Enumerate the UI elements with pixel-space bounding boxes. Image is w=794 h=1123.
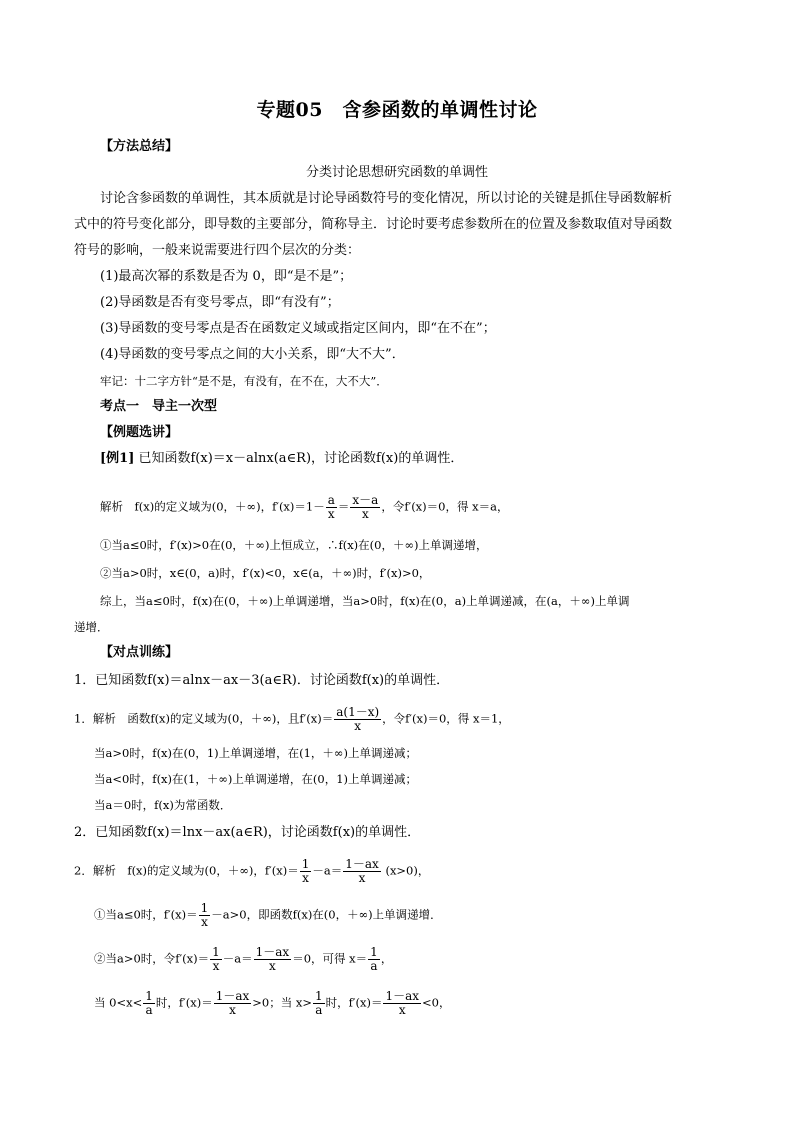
fraction-1-minus-ax-over-x xyxy=(214,990,252,1017)
method-heading: 【方法总结】 xyxy=(100,139,179,154)
example-1-problem-text: 已知函数f(x)＝x－alnx(a∈R)，讨论函数f(x)的单调性． xyxy=(138,451,464,466)
problem-2-c3-c: >0；当 x> xyxy=(252,995,312,1010)
fraction-denominator: x xyxy=(229,1003,236,1017)
level-1: (1)最高次幂的系数是否为 0，即“是不是”； xyxy=(100,269,353,284)
examples-heading: 【例题选讲】 xyxy=(100,425,179,440)
example-1-summary-2: 递增． xyxy=(74,620,109,634)
fraction-denominator: a xyxy=(145,1003,153,1017)
fraction-denominator: x xyxy=(354,719,362,733)
fraction-1-minus-ax-over-x xyxy=(254,946,292,973)
kaodian-1: 考点一 导主一次型 xyxy=(100,399,218,414)
fraction-denominator: x xyxy=(327,507,335,521)
page-title: 专题05 含参函数的单调性讨论 xyxy=(256,99,538,121)
problem-1: 1．已知函数f(x)＝alnx－ax－3(a∈R)．讨论函数f(x)的单调性． xyxy=(74,673,450,688)
problem-2-c3-a: 当 0<x< xyxy=(94,995,143,1010)
fraction-numerator: 1 xyxy=(370,945,378,959)
example-1-sol-prefix: 解析 f(x)的定义域为(0，＋∞)，f′(x)＝1－ xyxy=(100,499,325,514)
example-1-problem xyxy=(100,450,463,468)
problem-1-case-1: 当a>0时，f(x)在(0，1)上单调递增，在(1，＋∞)上单调递减； xyxy=(94,746,417,760)
fraction-numerator: 1 xyxy=(145,989,153,1003)
fraction-numerator: a xyxy=(327,493,335,507)
fraction-1-minus-ax-over-x xyxy=(383,990,421,1017)
fraction-1-over-x xyxy=(300,858,312,885)
fraction-numerator: 1－ax xyxy=(255,945,290,959)
fraction-denominator: x xyxy=(398,1003,406,1017)
example-1-solution-line: 解析 f(x)的定义域为(0，＋∞)，f′(x)＝1－ $\frac{a}{x}$ ＝ $\frac{x-a}{x}$ ，令f′(x)＝0，得 x＝a， xyxy=(100,493,509,521)
problem-1-sol-suffix: ，令f′(x)＝0，得 x＝1， xyxy=(382,711,510,726)
fraction-denominator: a xyxy=(370,959,378,973)
fraction-numerator: 1－ax xyxy=(345,857,379,871)
mnemonic: 牢记：十二字方针“是不是，有没有，在不在，大不大”． xyxy=(100,374,388,388)
level-4: (4)导函数的变号零点之间的大小关系，即“大不大”． xyxy=(100,347,405,362)
problem-2-c2-prefix: ②当a>0时，令f′(x)＝ xyxy=(94,951,210,966)
example-1-sol-suffix: ，令f′(x)＝0，得 x＝a， xyxy=(381,499,509,514)
fraction-numerator: 1－ax xyxy=(385,989,420,1003)
problem-2-c2-mid1: －a＝ xyxy=(222,951,253,966)
fraction-numerator: 1 xyxy=(200,901,209,915)
level-2: (2)导函数是否有变号零点，即“有没有”； xyxy=(100,295,340,310)
fraction-denominator: x xyxy=(361,507,369,521)
example-1-label: [例1] xyxy=(100,451,135,466)
fraction-numerator: 1 xyxy=(301,857,310,871)
problem-2-case-1 xyxy=(94,902,442,929)
problem-2-c1-prefix: ①当a≤0时，f′(x)＝ xyxy=(94,907,198,922)
problem-2-sol-mid: －a＝ xyxy=(312,863,343,878)
intro-line-1: 讨论含参函数的单调性，其本质就是讨论导函数符号的变化情况，所以讨论的关键是抓住导函数解析 xyxy=(100,191,673,206)
fraction-1-over-a xyxy=(313,990,325,1017)
fraction-denominator: x xyxy=(269,959,276,973)
problem-2-case-2 xyxy=(94,946,392,973)
fraction-1-over-a xyxy=(143,990,155,1017)
problem-2-c2-suffix: ， xyxy=(380,951,393,966)
problem-1-solution-line xyxy=(74,706,510,733)
fraction-1-over-x xyxy=(199,902,211,929)
fraction-a-over-x xyxy=(326,494,337,521)
problem-2-c1-suffix: －a>0，即函数f(x)在(0，＋∞)上单调递增． xyxy=(211,907,442,922)
problem-1-sol-prefix: 1．解析 函数f(x)的定义域为(0，＋∞)，且f′(x)＝ xyxy=(74,711,334,726)
fraction-numerator: 1－ax xyxy=(215,989,250,1003)
level-3: (3)导函数的变号零点是否在函数定义域或指定区间内，即“在不在”； xyxy=(100,321,496,336)
fraction-x-minus-a-over-x xyxy=(350,494,380,521)
example-1-summary-1: 综上，当a≤0时，f(x)在(0，＋∞)上单调递增，当a>0时，f(x)在(0，a)上单调递减，在(a，＋∞)上单调 xyxy=(100,594,630,608)
problem-2-c3-b: 时，f′(x)＝ xyxy=(155,995,213,1010)
problem-2: 2．已知函数f(x)＝lnx－ax(a∈R)，讨论函数f(x)的单调性． xyxy=(74,825,421,840)
fraction-1-over-x xyxy=(210,946,222,973)
fraction-numerator: a(1－x) xyxy=(336,705,380,719)
fraction-denominator: x xyxy=(302,871,309,885)
problem-2-case-3 xyxy=(94,990,450,1017)
fraction-denominator: a xyxy=(315,1003,323,1017)
subheading: 分类讨论思想研究函数的单调性 xyxy=(305,165,488,180)
intro-line-2: 式中的符号变化部分，即导数的主要部分，简称导主．讨论时要考虑参数所在的位置及参数取值对导函数 xyxy=(74,217,673,232)
fraction-1-over-a xyxy=(368,946,380,973)
fraction-a-1-minus-x-over-x xyxy=(334,706,381,733)
fraction-numerator: 1 xyxy=(212,945,220,959)
problem-2-sol-suffix: (x>0)， xyxy=(385,863,430,878)
problem-2-c3-e: <0， xyxy=(422,995,451,1010)
intro-line-3: 符号的影响，一般来说需要进行四个层次的分类： xyxy=(74,243,361,258)
fraction-1-minus-ax-over-x xyxy=(343,858,381,885)
problem-1-case-3: 当a＝0时，f(x)为常函数． xyxy=(94,798,232,812)
fraction-numerator: x－a xyxy=(352,493,379,507)
problem-2-c3-d: 时，f′(x)＝ xyxy=(325,995,383,1010)
training-heading: 【对点训练】 xyxy=(100,645,179,660)
fraction-numerator: 1 xyxy=(315,989,323,1003)
problem-2-sol-prefix: 2．解析 f(x)的定义域为(0，＋∞)，f′(x)＝ xyxy=(74,863,299,878)
example-1-case-2: ②当a>0时，x∈(0，a)时，f′(x)<0，x∈(a，＋∞)时，f′(x)>0， xyxy=(100,566,431,580)
example-1-case-1: ①当a≤0时，f′(x)>0在(0，＋∞)上恒成立，∴f(x)在(0，＋∞)上单调递增， xyxy=(100,538,488,552)
problem-2-solution-line xyxy=(74,858,429,885)
fraction-denominator: x xyxy=(201,915,208,929)
problem-2-c2-mid2: ＝0，可得 x＝ xyxy=(292,951,368,966)
fraction-denominator: x xyxy=(358,871,366,885)
problem-1-case-2: 当a<0时，f(x)在(1，＋∞)上单调递增，在(0，1)上单调递减； xyxy=(94,772,417,786)
fraction-denominator: x xyxy=(212,959,220,973)
